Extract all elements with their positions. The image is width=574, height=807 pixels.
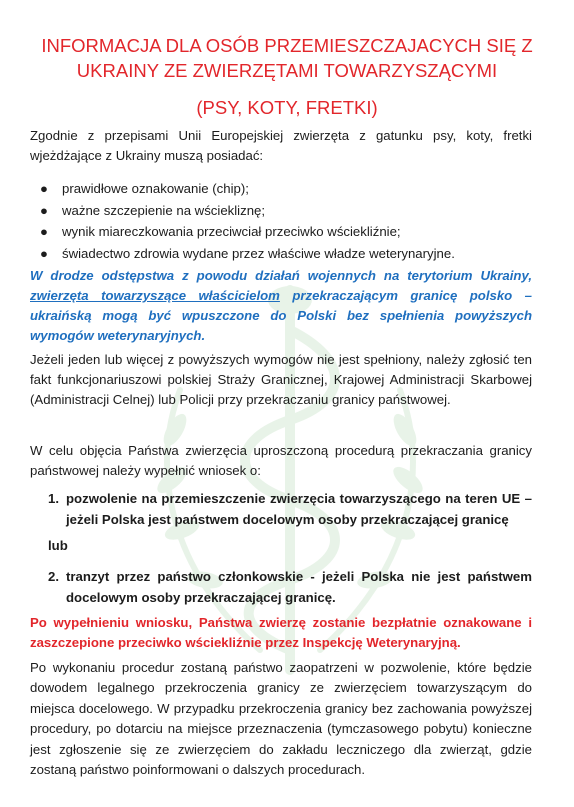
list-item: ● wynik miareczkowania przeciwciał przeciwko wściekliźnie; bbox=[40, 221, 520, 243]
bullet-icon: ● bbox=[40, 224, 48, 239]
bullet-icon: ● bbox=[40, 202, 48, 218]
option-1: 1. pozwolenie na przemieszczenie zwierzęcia towarzyszącego na teren UE – jeżeli Polska jest państwem docelowym osoby przekraczającej granicę bbox=[48, 491, 532, 527]
after-application-paragraph: Po wypełnieniu wniosku, Państwa zwierzę zostanie bezpłatnie oznakowane i zaszczepione przeciwko wściekliźnie przez Inspekcję Weterynaryjną. bbox=[30, 615, 532, 650]
procedure-intro: W celu objęcia Państwa zwierzęcia uproszczoną procedurą przekraczania granicy państwowej należy wypełnić wniosek o: bbox=[30, 443, 532, 478]
derogation-paragraph: W drodze odstępstwa z powodu działań wojennych na terytorium Ukrainy, zwierzęta towarzyszące właścicielom przekraczającym granicę polsko – ukraińską mogą być wpuszczone do Polski bez spełnienia powyższych wymogów weterynaryjnych. bbox=[30, 268, 532, 343]
option-2: 2. tranzyt przez państwo członkowskie - jeżeli Polska nie jest państwem docelowym osoby przekraczającej granicę. bbox=[48, 569, 532, 605]
derogation-underlined: zwierzęta towarzyszące właścicielom bbox=[30, 288, 280, 303]
bullet-icon: ● bbox=[40, 245, 48, 261]
title-subtitle: (PSY, KOTY, FRETKI) bbox=[196, 97, 378, 118]
or-label: lub bbox=[48, 538, 68, 553]
list-item: ● prawidłowe oznakowanie (chip); bbox=[40, 178, 520, 200]
intro-paragraph: Zgodnie z przepisami Unii Europejskiej zwierzęta z gatunku psy, koty, fretki wjeżdżające z Ukrainy muszą posiadać: bbox=[30, 128, 532, 163]
final-paragraph: Po wykonaniu procedur zostaną państwo zaopatrzeni w pozwolenie, które będzie dowodem legalnego przekroczenia granicy ze zwierzęciem towarzyszącym do miejsca docelowego. W przypadku przekroczenia granicy bez zachowania powyższej procedury, po dotarciu na miejsce przeznaczenia (tymczasowego pobytu) konieczne jest zgłoszenie się ze zwierzęciem do zakładu leczniczego dla zwierząt, gdzie zostaną państwo poinformowani o dalszych procedurach. bbox=[30, 660, 532, 778]
title-line-1: INFORMACJA DLA OSÓB PRZEMIESZCZAJACYCH SIĘ Z bbox=[41, 35, 533, 56]
requirements-list bbox=[40, 178, 520, 264]
list-item: ● świadectwo zdrowia wydane przez właściwe władze weterynaryjne. bbox=[40, 243, 520, 265]
title-line-2: UKRAINY ZE ZWIERZĘTAMI TOWARZYSZĄCYMI bbox=[76, 60, 498, 81]
bullet-icon: ● bbox=[40, 181, 48, 196]
list-item: ● ważne szczepienie na wściekliznę; bbox=[40, 200, 520, 222]
report-paragraph: Jeżeli jeden lub więcej z powyższych wymogów nie jest spełniony, należy zgłosić ten fakt funkcjonariuszowi polskiej Straży Granicznej, Krajowej Administracji Skarbowej (Administracji Celnej) lub Policji przy przekraczaniu granicy państwowej. bbox=[30, 352, 532, 407]
